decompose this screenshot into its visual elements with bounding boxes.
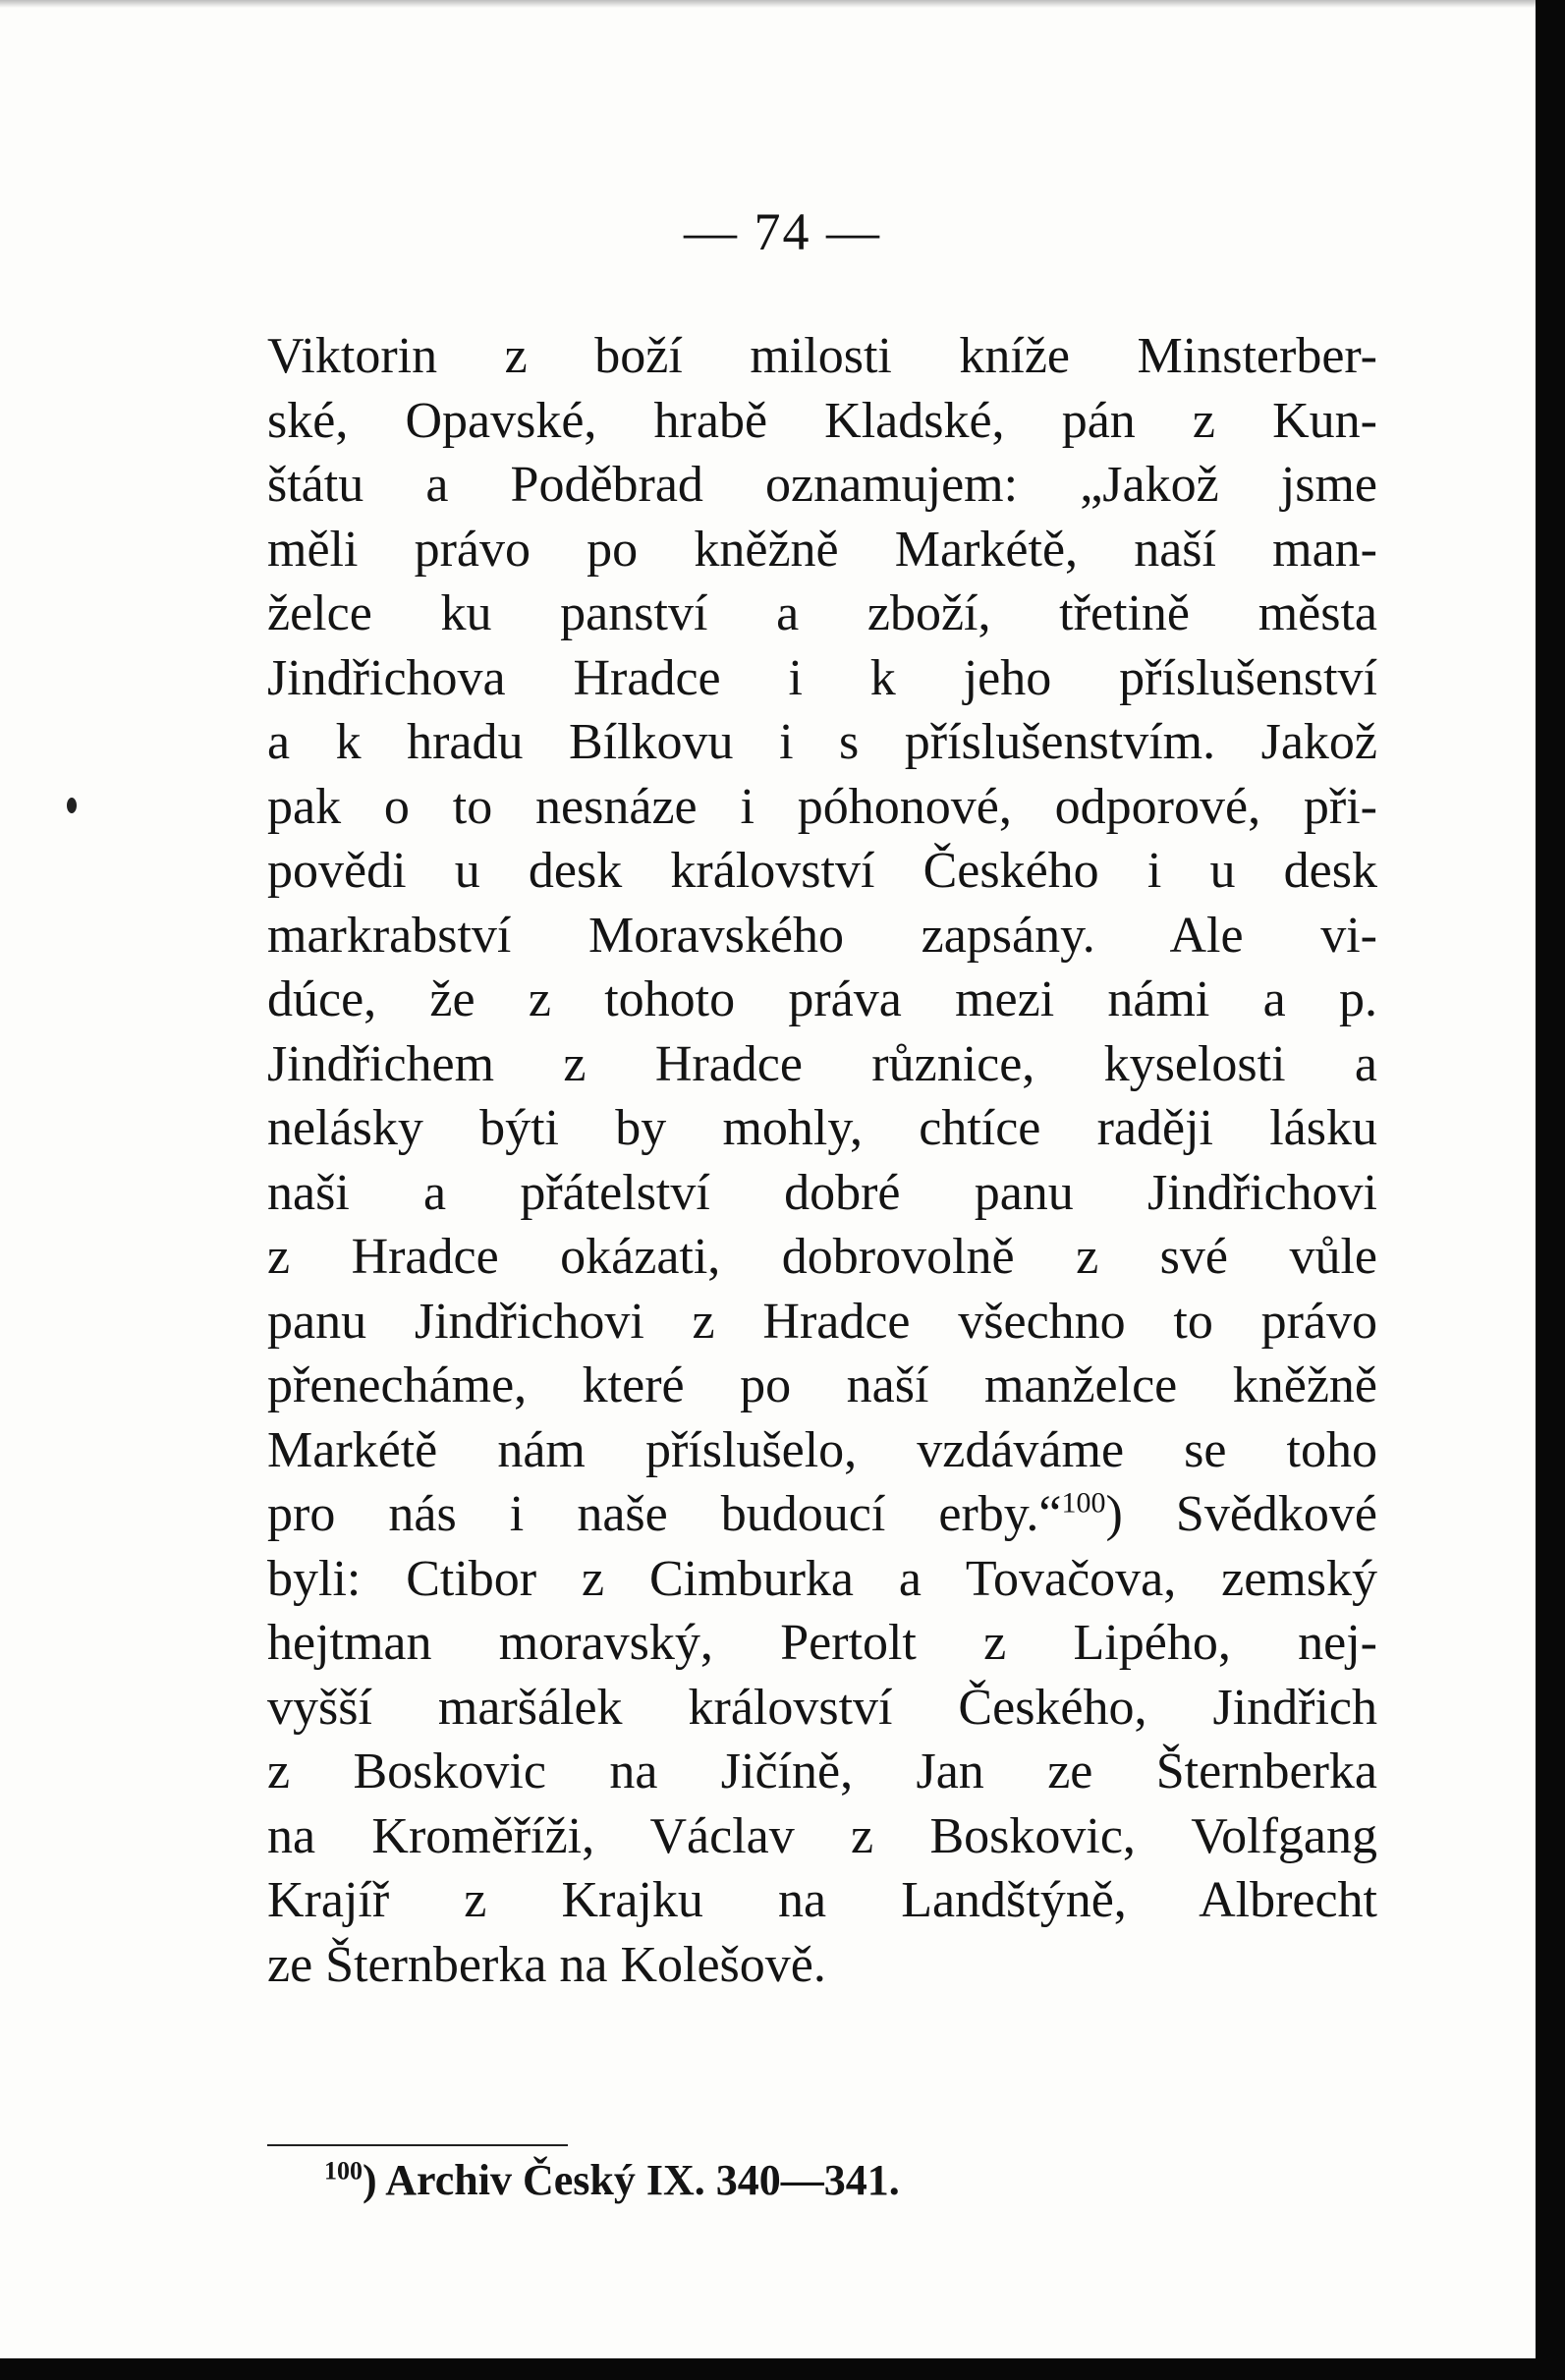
text-line-with-footnote-ref (267, 1482, 1377, 1547)
footnote-separator (267, 2144, 568, 2146)
text-line: z Hradce okázati, dobrovolně z své vůle (267, 1229, 1377, 1285)
text-line: ské, Opavské, hrabě Kladské, pán z Kun- (267, 392, 1377, 449)
scan-bottom-border (0, 2358, 1565, 2380)
text-line: měli právo po kněžně Markétě, naší man- (267, 521, 1377, 578)
scan-right-border (1536, 0, 1565, 2380)
footnote-text: ) Archiv Český IX. 340—341. (363, 2156, 900, 2204)
text-line: na Kroměříži, Václav z Boskovic, Volfgang (267, 1807, 1377, 1864)
text-line: panu Jindřichovi z Hradce všechno to právo (267, 1293, 1377, 1350)
text-line: z Boskovic na Jičíně, Jan ze Šternberka (267, 1743, 1377, 1799)
main-text (267, 324, 1377, 1997)
text-line: nelásky býti by mohly, chtíce raději lásku (267, 1100, 1377, 1156)
text-line: hejtman moravský, Pertolt z Lipého, nej- (267, 1615, 1377, 1671)
page-number: — 74 — (684, 202, 881, 261)
text-line: želce ku panství a zboží, třetině města (267, 585, 1377, 641)
text-line: Viktorin z boží milosti kníže Minsterber- (267, 328, 1377, 384)
text-segment: ) Svědkové (1105, 1486, 1377, 1542)
footnote-reference: 100 (1061, 1486, 1106, 1520)
text-line: vyšší maršálek království Českého, Jindřich (267, 1679, 1377, 1736)
text-line: Jindřichova Hradce i k jeho příslušenství (267, 649, 1377, 706)
footnote (324, 2155, 900, 2205)
text-line: naši a přátelství dobré panu Jindřichovi (267, 1164, 1377, 1221)
text-line: pak o to nesnáze i póhonové, odporové, při- (267, 778, 1377, 835)
footnote-number: 100 (324, 2156, 363, 2186)
text-line: Markétě nám příslušelo, vzdáváme se toho (267, 1421, 1377, 1478)
text-line: Jindřichem z Hradce různice, kyselosti a (267, 1035, 1377, 1092)
text-line: Krajíř z Krajku na Landštýně, Albrecht (267, 1872, 1377, 1928)
text-line: ze Šternberka na Kolešově. (267, 1936, 826, 1993)
text-line: markrabství Moravského zapsány. Ale vi- (267, 907, 1377, 964)
text-line: byli: Ctibor z Cimburka a Tovačova, zemský (267, 1550, 1377, 1607)
ink-speck (67, 798, 77, 813)
text-line: a k hradu Bílkovu i s příslušenstvím. Jakož (267, 714, 1377, 770)
text-segment: pro nás i naše budoucí erby.“ (267, 1486, 1062, 1542)
text-line: přenecháme, které po naší manželce kněžně (267, 1357, 1377, 1413)
text-line: dúce, že z tohoto práva mezi námi a p. (267, 971, 1377, 1027)
text-line: štátu a Poděbrad oznamujem: „Jakož jsme (267, 457, 1377, 513)
text-line: povědi u desk království Českého i u desk (267, 843, 1377, 899)
scan-top-edge (0, 0, 1565, 8)
